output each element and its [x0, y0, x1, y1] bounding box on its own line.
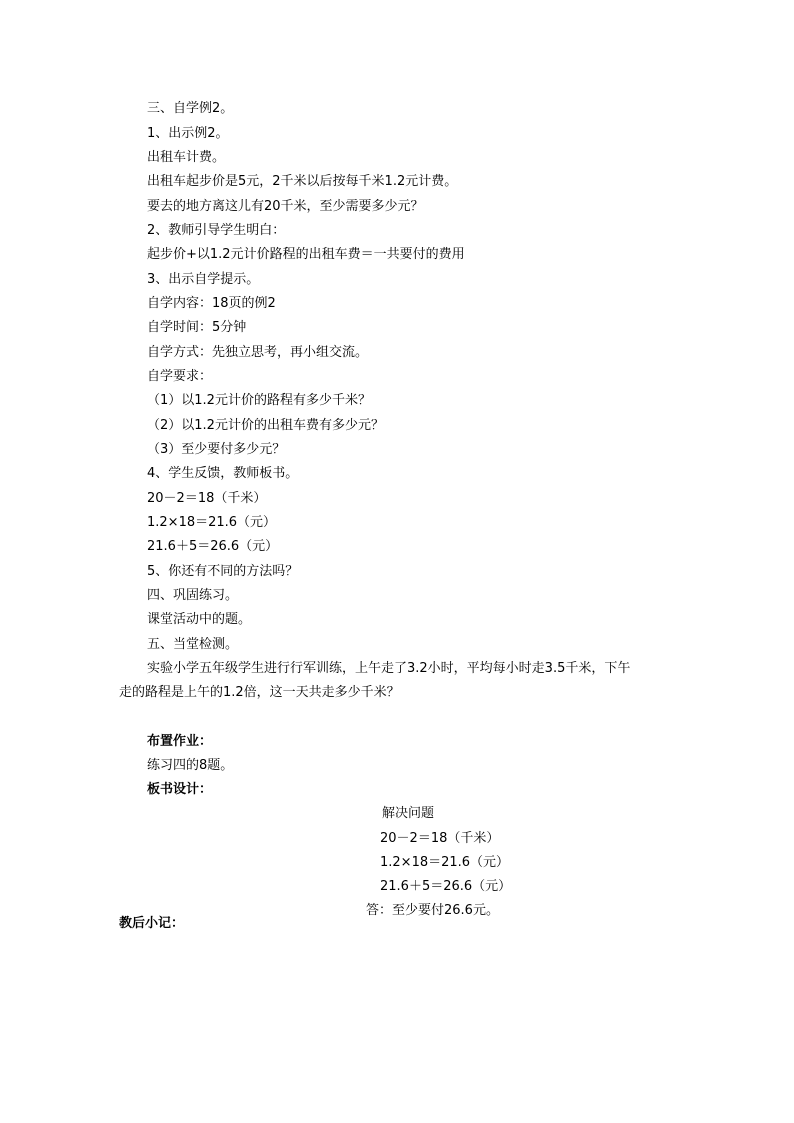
board-line-3: 21.6＋5＝26.6（元）: [380, 879, 512, 894]
board-heading: 解决问题: [382, 806, 435, 821]
self-study-time: 自学时间：5分钟: [147, 320, 247, 335]
board-design-title: 板书设计：: [147, 782, 213, 797]
step-1: 1、出示例2。: [147, 126, 229, 141]
step-5: 5、你还有不同的方法吗？: [147, 564, 299, 579]
board-line-1: 20－2＝18（千米）: [380, 831, 500, 846]
requirement-3: （3）至少要付多少元？: [147, 442, 286, 457]
test-problem-line-2: 走的路程是上午的1.2倍，这一天共走多少千米？: [119, 685, 400, 700]
section-4-title: 四、巩固练习。: [147, 588, 239, 603]
requirement-1: （1）以1.2元计价的路程有多少千米？: [147, 393, 371, 408]
calculation-1: 20－2＝18（千米）: [147, 491, 267, 506]
test-problem-line-1: 实验小学五年级学生进行行军训练，上午走了3.2小时，平均每小时走3.5千米，下午: [147, 661, 631, 676]
board-line-2: 1.2×18＝21.6（元）: [380, 855, 510, 870]
homework-title: 布置作业：: [147, 734, 213, 749]
formula-line: 起步价+以1.2元计价路程的出租车费＝一共要付的费用: [147, 247, 465, 262]
calculation-2: 1.2×18＝21.6（元）: [147, 515, 277, 530]
problem-title: 出租车计费。: [147, 150, 226, 165]
section-4-body: 课堂活动中的题。: [147, 612, 252, 627]
self-study-method: 自学方式：先独立思考，再小组交流。: [147, 345, 369, 360]
problem-line-1: 出租车起步价是5元，2千米以后按每千米1.2元计费。: [147, 174, 458, 189]
board-answer: 答：至少要付26.6元。: [366, 903, 499, 918]
step-3: 3、出示自学提示。: [147, 272, 260, 287]
post-teaching-notes-title: 教后小记：: [119, 916, 185, 931]
self-study-content: 自学内容：18页的例2: [147, 296, 276, 311]
problem-line-2: 要去的地方离这儿有20千米，至少需要多少元？: [147, 199, 424, 214]
calculation-3: 21.6＋5＝26.6（元）: [147, 539, 279, 554]
homework-body: 练习四的8题。: [147, 758, 234, 773]
step-2: 2、教师引导学生明白：: [147, 223, 286, 238]
section-3-title: 三、自学例2。: [147, 101, 234, 116]
step-4: 4、学生反馈，教师板书。: [147, 466, 299, 481]
section-5-title: 五、当堂检测。: [147, 637, 239, 652]
self-study-requirements-title: 自学要求：: [147, 369, 213, 384]
requirement-2: （2）以1.2元计价的出租车费有多少元？: [147, 418, 384, 433]
